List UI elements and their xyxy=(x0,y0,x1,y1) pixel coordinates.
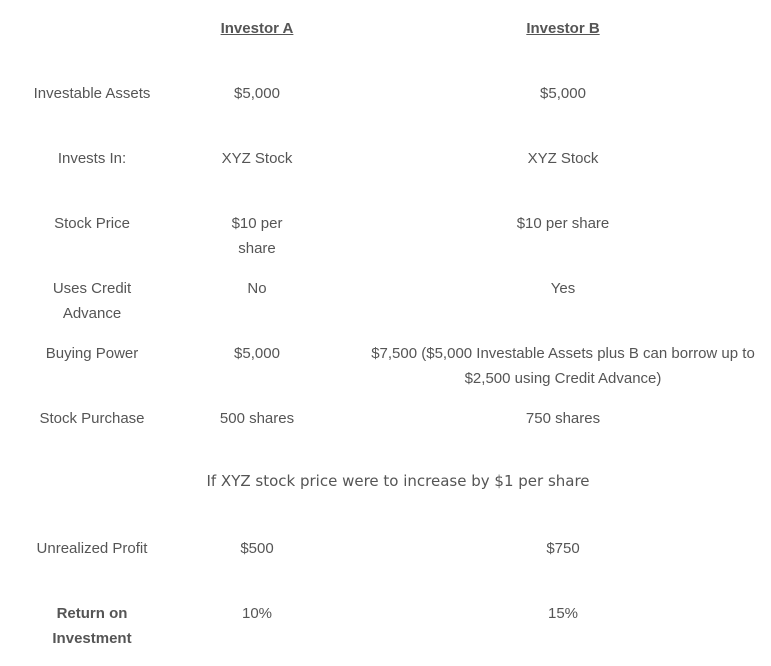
investor-a-invests-in: XYZ Stock xyxy=(221,150,293,167)
row-label-stock-purchase: Stock Purchase xyxy=(39,410,145,427)
investor-b-stock-purchase: 750 shares xyxy=(525,410,601,427)
investor-a-unrealized-profit: $500 xyxy=(240,540,274,557)
scenario-note: If XYZ stock price were to increase by $1 per share xyxy=(206,472,590,490)
row-label-return-on-investment: Return on Investment xyxy=(52,605,132,647)
investor-b-invests-in: XYZ Stock xyxy=(527,150,599,167)
investor-b-stock-price: $10 per share xyxy=(516,215,610,232)
investor-a-stock-price: $10 per share xyxy=(231,215,283,257)
investor-a-investable-assets: $5,000 xyxy=(234,85,280,102)
investor-a-stock-purchase: 500 shares xyxy=(219,410,295,427)
row-label-invests-in: Invests In: xyxy=(57,150,127,167)
row-label-buying-power: Buying Power xyxy=(45,345,139,362)
investor-b-buying-power: $7,500 ($5,000 Investable Assets plus B can borrow up to $2,500 using Credit Advance) xyxy=(371,345,755,387)
investor-b-return-on-investment: 15% xyxy=(547,605,579,622)
row-label-investable-assets: Investable Assets xyxy=(33,85,151,102)
investor-b-uses-credit-advance: Yes xyxy=(550,280,576,297)
investor-b-unrealized-profit: $750 xyxy=(546,540,580,557)
row-label-stock-price: Stock Price xyxy=(54,215,130,232)
row-label-unrealized-profit: Unrealized Profit xyxy=(36,540,148,557)
investor-b-header: Investor B xyxy=(526,20,600,37)
investor-a-header: Investor A xyxy=(220,20,294,37)
row-label-uses-credit-advance: Uses Credit Advance xyxy=(52,280,132,322)
investor-b-investable-assets: $5,000 xyxy=(540,85,586,102)
investor-a-buying-power: $5,000 xyxy=(234,345,280,362)
investor-a-return-on-investment: 10% xyxy=(241,605,273,622)
investor-a-uses-credit-advance: No xyxy=(247,280,267,297)
